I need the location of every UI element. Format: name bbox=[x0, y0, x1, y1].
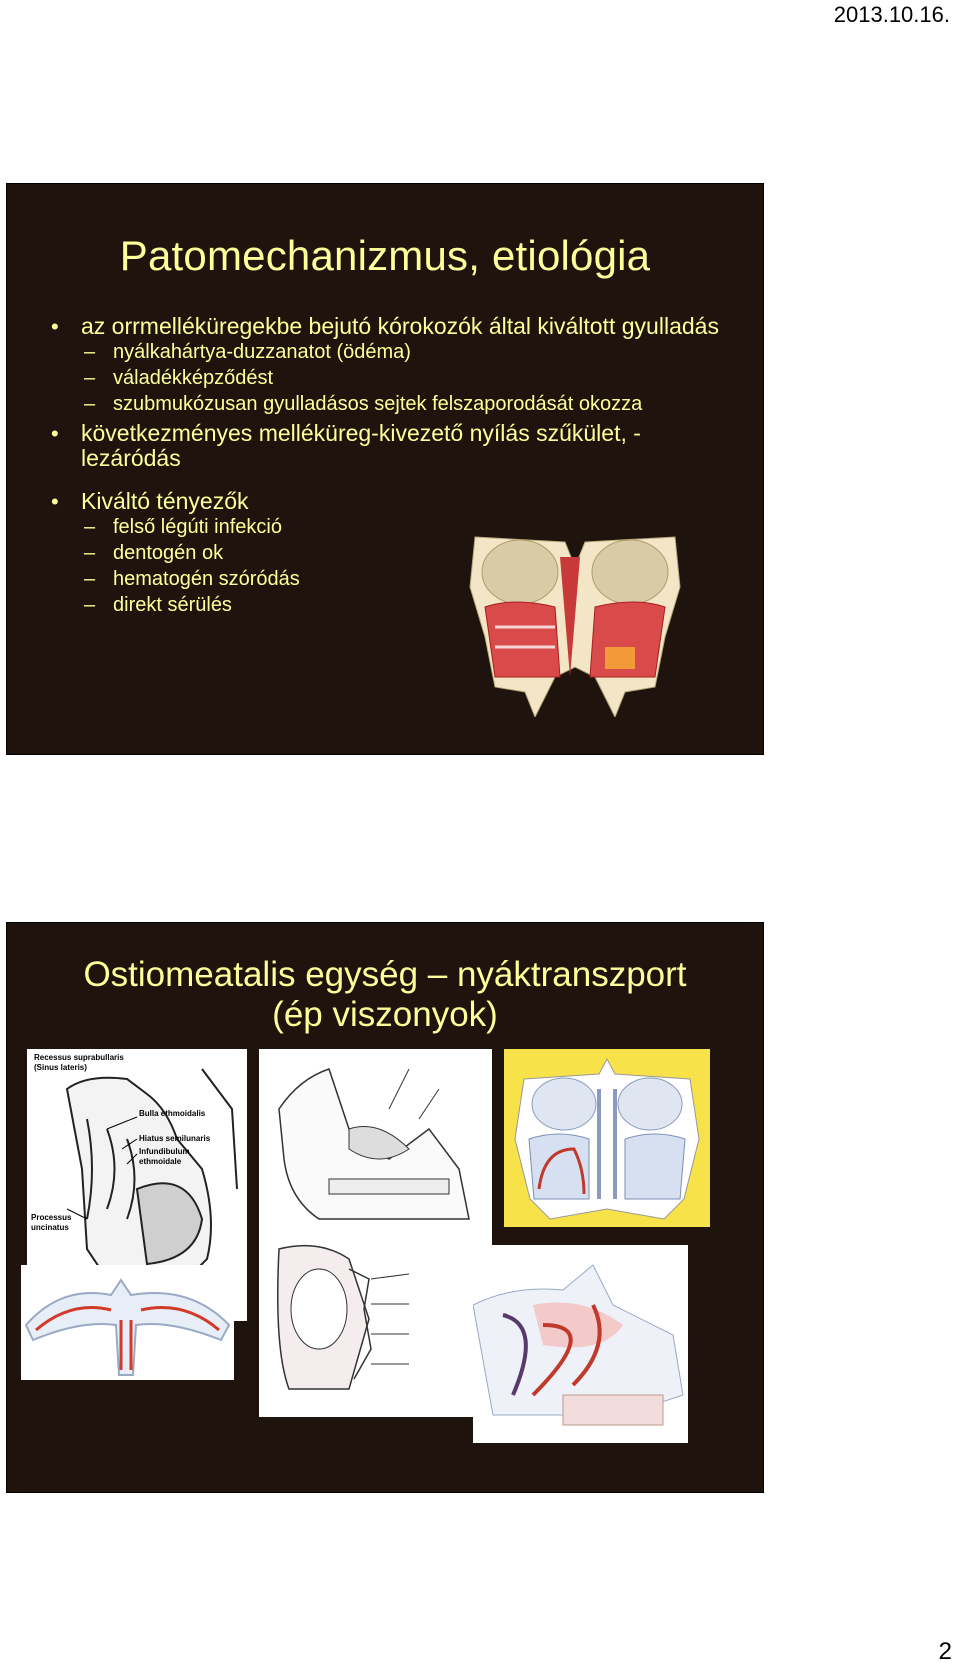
slide-2 bbox=[6, 922, 764, 1493]
bullet-dot: • bbox=[51, 489, 59, 514]
dash-marker: – bbox=[84, 341, 96, 363]
label-processus: Processus bbox=[31, 1213, 72, 1222]
bullet-2-text: következményes melléküreg-kivezető nyílás szűkület, -lezáródás bbox=[81, 420, 641, 471]
bullet-2 bbox=[7, 421, 721, 471]
mucociliary-flow-coronal bbox=[21, 1265, 234, 1380]
sinus-anatomy-illustration bbox=[465, 527, 687, 717]
sub-bullet-text: hematogén szóródás bbox=[113, 568, 300, 590]
bullet-1-text: az orrmelléküregekbe bejutó kórokozók által kiváltott gyulladás bbox=[81, 313, 719, 339]
dash-marker: – bbox=[84, 516, 96, 538]
label-sinus-lateris: (Sinus lateris) bbox=[34, 1063, 87, 1072]
dash-marker: – bbox=[84, 568, 96, 590]
sub-bullet-text: nyálkahártya-duzzanatot (ödéma) bbox=[113, 341, 411, 363]
label-bulla: Bulla ethmoidalis bbox=[139, 1109, 206, 1118]
bullet-dot: • bbox=[51, 421, 59, 446]
sub-bullet-text: felső légúti infekció bbox=[113, 516, 282, 538]
label-recessus: Recessus suprabullaris bbox=[34, 1053, 124, 1062]
sub-bullet-text: dentogén ok bbox=[113, 542, 224, 564]
dash-marker: – bbox=[84, 393, 96, 415]
page-number: 2 bbox=[938, 1638, 952, 1665]
sub-bullet bbox=[7, 391, 683, 417]
dash-marker: – bbox=[84, 594, 96, 616]
label-infundibulum: Infundibulum bbox=[139, 1147, 190, 1156]
sagittal-nasal-line-drawings bbox=[259, 1049, 492, 1417]
label-uncinatus: uncinatus bbox=[31, 1223, 69, 1232]
bullet-3 bbox=[7, 489, 727, 514]
coronal-sinus-drainage-illustration bbox=[504, 1049, 710, 1227]
sub-bullet-text: szubmukózusan gyulladásos sejtek felszaporodását okozza bbox=[113, 393, 643, 415]
dash-marker: – bbox=[84, 542, 96, 564]
label-ethmoidale: ethmoidale bbox=[139, 1157, 182, 1166]
sub-bullet bbox=[7, 365, 727, 391]
label-hiatus: Hiatus semilunaris bbox=[139, 1134, 211, 1143]
slide-2-title-line-1: Ostiomeatalis egység – nyáktranszport bbox=[83, 955, 687, 994]
sub-bullet bbox=[7, 339, 727, 365]
slide-2-title-line-2: (ép viszonyok) bbox=[272, 995, 498, 1034]
sub-bullet-text: direkt sérülés bbox=[113, 594, 232, 616]
slide-2-title bbox=[7, 955, 763, 1035]
sub-bullet-text: váladékképződést bbox=[113, 367, 274, 389]
bullet-3-text: Kiváltó tényezők bbox=[81, 488, 249, 514]
dash-marker: – bbox=[84, 367, 96, 389]
mucociliary-flow-sagittal bbox=[473, 1245, 688, 1443]
slide-1-title: Patomechanizmus, etiológia bbox=[119, 232, 651, 279]
header-date: 2013.10.16. bbox=[833, 2, 950, 27]
bullet-1 bbox=[7, 314, 727, 339]
bullet-dot: • bbox=[51, 314, 59, 339]
slide-1 bbox=[6, 183, 764, 755]
spacer bbox=[7, 471, 727, 489]
